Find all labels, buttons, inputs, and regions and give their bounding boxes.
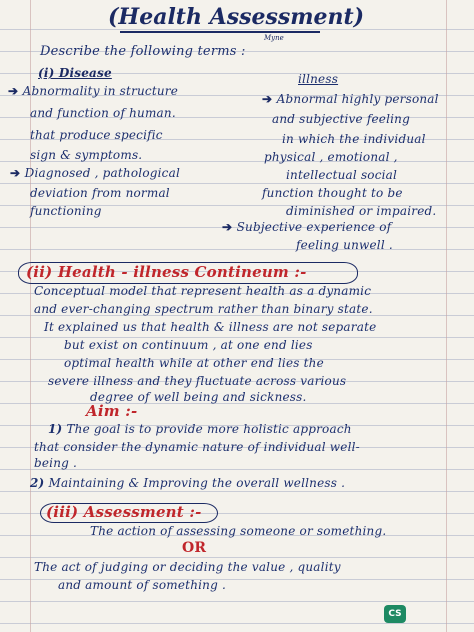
assessment-line: The action of assessing someone or something. [90,524,387,538]
disease-line: and function of human. [30,106,176,120]
assessment-line: and amount of something . [58,578,227,592]
continuum-line: optimal health while at other end lies the [64,356,324,370]
disease-label: (i) Disease [38,66,112,80]
page-title: (Health Assessment) [108,4,365,30]
arrow-icon: ➔ [8,84,23,98]
intro-text: Describe the following terms : [40,44,246,59]
or-label: OR [182,540,207,556]
illness-line: feeling unwell . [296,238,393,252]
disease-line: sign & symptoms. [30,148,143,162]
continuum-line: degree of well being and sickness. [90,390,307,404]
continuum-heading: (ii) Health - illness Contineum :- [26,263,307,281]
aim-item: that consider the dynamic nature of individual well- [34,440,360,454]
illness-line: in which the individual [282,132,426,146]
arrow-icon: ➔ [222,220,237,234]
aim-heading: Aim :- [86,402,138,420]
continuum-line: It explained us that health & illness are not separate [44,320,377,334]
assessment-heading: (iii) Assessment :- [46,503,202,521]
disease-line: ➔ Abnormality in structure [8,84,179,98]
illness-line: and subjective feeling [272,112,410,126]
title-underline [120,31,320,33]
illness-line: diminished or impaired. [286,204,437,218]
aim-item: 2) Maintaining & Improving the overall wellness . [30,476,346,490]
illness-line: physical , emotional , [264,150,398,164]
continuum-line: Conceptual model that represent health as a dynamic [34,284,372,298]
illness-line: ➔ Subjective experience of [222,220,392,234]
aim-item: 1) The goal is to provide more holistic approach [48,422,352,436]
continuum-line: and ever-changing spectrum rather than binary state. [34,302,373,316]
signature: Myne [264,34,284,42]
camscanner-logo-icon: CS [384,605,406,623]
illness-label: illness [298,72,339,86]
arrow-icon: ➔ [262,92,277,106]
illness-line: intellectual social [286,168,398,182]
disease-line: ➔ Diagnosed , pathological [10,166,180,180]
arrow-icon: ➔ [10,166,25,180]
aim-item: being . [34,456,78,470]
illness-line: ➔ Abnormal highly personal [262,92,439,106]
disease-line: deviation from normal [30,186,170,200]
continuum-line: severe illness and they fluctuate across various [48,374,347,388]
illness-line: function thought to be [262,186,403,200]
margin-line-right [446,0,447,632]
disease-line: functioning [30,204,102,218]
disease-line: that produce specific [30,128,163,142]
assessment-line: The act of judging or deciding the value , quality [34,560,341,574]
continuum-line: but exist on continuum , at one end lies [64,338,313,352]
